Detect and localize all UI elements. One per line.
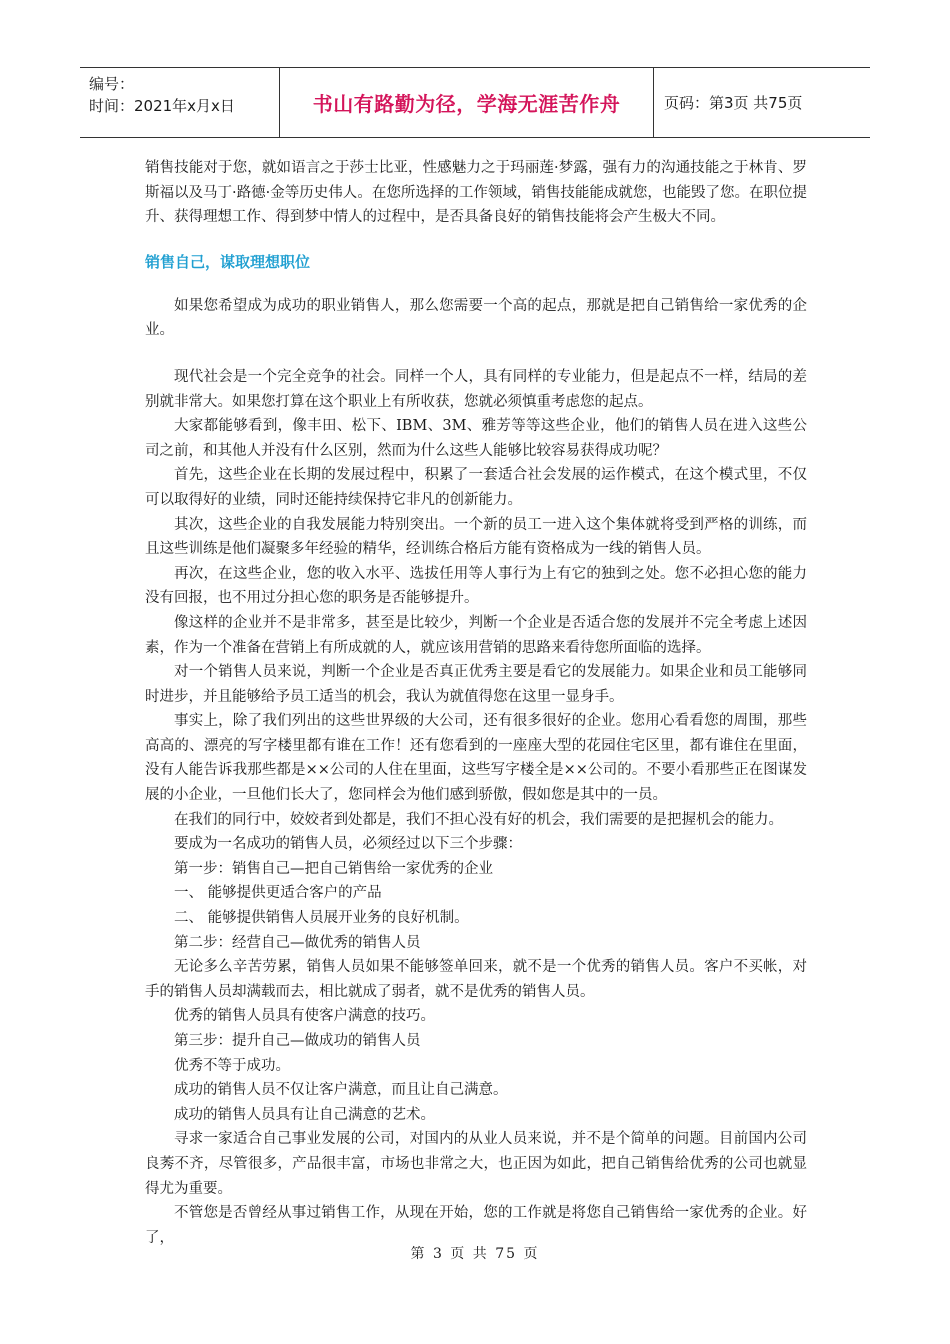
body-paragraph: 在我们的同行中，姣姣者到处都是，我们不担心没有好的机会，我们需要的是把握机会的能力。 (174, 811, 783, 828)
body-paragraph: 事实上，除了我们列出的这些世界级的大公司，还有很多很好的企业。您用心看看您的周围，那些高高的、漂亮的写字楼里都有谁在工作！还有您看到的一座座大型的花园住宅区里，都有谁住在里面，没有人能告诉我那些都是××公司的人住在里面，这些写字楼全是××公司的。不要小看那些正在图谋发展的小企业，一旦他们长大了，您同样会为他们感到骄傲，假如您是其中的一员。 (145, 713, 807, 804)
document-date: 时间：2021年x月x日 (89, 97, 235, 115)
body-paragraph: 如果您希望成为成功的职业销售人，那么您需要一个高的起点，那就是把自己销售给一家优秀的企业。 (145, 297, 807, 339)
body-paragraph: 现代社会是一个完全竞争的社会。同样一个人，具有同样的专业能力，但是起点不一样，结局的差别就非常大。如果您打算在这个职业上有所收获，您就必须慎重考虑您的起点。 (145, 368, 807, 410)
body-paragraph: 优秀不等于成功。 (174, 1057, 290, 1074)
step-heading: 第一步：销售自己—把自己销售给一家优秀的企业 (174, 860, 493, 877)
body-paragraph: 要成为一名成功的销售人员，必须经过以下三个步骤： (174, 836, 522, 853)
header-meta (80, 68, 280, 137)
body-paragraph: 大家都能够看到，像丰田、松下、IBM、3M、雅芳等等这些企业，他们的销售人员在进入这些公司之前，和其他人并没有什么区别，然而为什么这些人能够比较容易获得成功呢？ (145, 418, 807, 459)
body-paragraph: 再次，在这些企业，您的收入水平、选拔任用等人事行为上有它的独到之处。您不必担心您的能力没有回报，也不用过分担心您的职务是否能够提升。 (145, 565, 807, 607)
step-heading: 第三步：提升自己—做成功的销售人员 (174, 1033, 421, 1049)
header-page-info: 页码：第3页 共75页 (664, 94, 803, 112)
body-paragraph: 寻求一家适合自己事业发展的公司，对国内的从业人员来说，并不是个简单的问题。目前国内公司良莠不齐，尽管很多，产品很丰富，市场也非常之大，也正因为如此，把自己销售给优秀的公司也就显得尤为重要。 (145, 1131, 807, 1197)
step-heading: 第二步：经营自己—做优秀的销售人员 (174, 934, 421, 951)
page-header (80, 67, 870, 138)
body-paragraph: 无论多么辛苦劳累，销售人员如果不能够签单回来，就不是一个优秀的销售人员。客户不买帐，对手的销售人员却满载而去，相比就成了弱者，就不是优秀的销售人员。 (145, 959, 807, 1000)
body-paragraph: 成功的销售人员具有让自己满意的艺术。 (174, 1106, 435, 1123)
body-paragraph: 优秀的销售人员具有使客户满意的技巧。 (174, 1008, 435, 1025)
document-body (145, 156, 807, 1250)
body-paragraph: 对一个销售人员来说，判断一个企业是否真正优秀主要是看它的发展能力。如果企业和员工能够同时进步，并且能够给予员工适当的机会，我认为就值得您在这里一显身手。 (145, 664, 807, 705)
body-paragraph: 像这样的企业并不是非常多，甚至是比较少，判断一个企业是否适合您的发展并不完全考虑上述因素，作为一个准备在营销上有所成就的人，就应该用营销的思路来看待您所面临的选择。 (145, 614, 807, 656)
header-motto: 书山有路勤为径，学海无涯苦作舟 (280, 68, 654, 137)
body-paragraph: 首先，这些企业在长期的发展过程中，积累了一套适合社会发展的运作模式，在这个模式里，不仅可以取得好的业绩，同时还能持续保持它非凡的创新能力。 (145, 467, 807, 508)
page-footer: 第 3 页 共 75 页 (410, 1246, 540, 1262)
body-paragraph: 成功的销售人员不仅让客户满意，而且让自己满意。 (174, 1082, 508, 1099)
list-item: 二、 能够提供销售人员展开业务的良好机制。 (174, 910, 469, 927)
section-title: 销售自己，谋取理想职位 (145, 252, 311, 271)
body-paragraph: 其次，这些企业的自我发展能力特别突出。一个新的员工一进入这个集体就将受到严格的训练，而且这些训练是他们凝聚多年经验的精华，经训练合格后方能有资格成为一线的销售人员。 (145, 516, 807, 558)
intro-paragraph: 销售技能对于您，就如语言之于莎士比亚，性感魅力之于玛丽莲·梦露，强有力的沟通技能之于林肯、罗斯福以及马丁·路德·金等历史伟人。在您所选择的工作领域，销售技能能成就您，也能毁了您。在职位提升、获得理想工作、得到梦中情人的过程中，是否具备良好的销售技能将会产生极大不同。 (145, 160, 807, 226)
list-item: 一、 能够提供更适合客户的产品 (174, 885, 382, 902)
document-number-label: 编号： (89, 75, 135, 93)
body-paragraph: 不管您是否曾经从事过销售工作，从现在开始，您的工作就是将您自己销售给一家优秀的企业。好了， (145, 1205, 807, 1246)
